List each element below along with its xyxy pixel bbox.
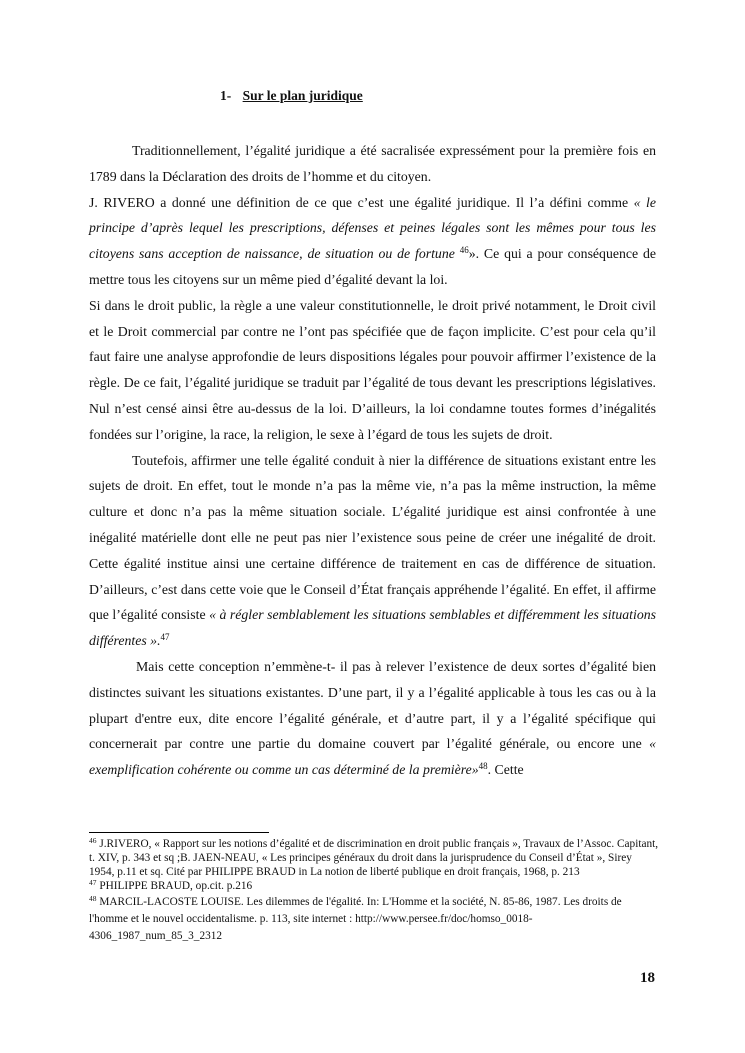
paragraph-5 — [89, 654, 656, 783]
footnote-number: 47 — [89, 877, 97, 887]
footnote-ref-47: 47 — [160, 632, 170, 643]
conseil-quote: « à régler semblablement les situations semblables et différemment les situations différentes ». — [89, 607, 656, 649]
footnote-number: 46 — [89, 836, 97, 845]
paragraph-5-end: . Cette — [487, 762, 524, 778]
paragraph-2-end: ». Ce qui a pour conséquence de mettre tous les citoyens sur un même pied d’égalité devant la loi. — [89, 246, 656, 287]
paragraph-3: Si dans le droit public, la règle a une valeur constitutionnelle, le droit privé notamment, le Droit civil et le Droit commercial par contre ne l’ont pas spécifiée que de façon implicite. C’est pour cela qu’il faut faire une analyse approfondie de leurs dispositions légales pour pouvoir affirmer l’existence de la règle. De ce fait, l’égalité juridique se traduit par l’égalité de tous devant les prescriptions législatives. Nul n’est censé ainsi être au-dessus de la loi. D’ailleurs, la loi condamne toutes formes d’inégalités fondées sur l’origine, la race, la religion, le sexe à l’égard de tous les sujets de droit. — [89, 297, 656, 442]
paragraph-4 — [89, 448, 656, 654]
paragraph-5-text: Mais cette conception n’emmène-t- il pas à relever l’existence de deux sortes d’égalité bien distinctes suivant les situations existantes. D’une part, il y a l’égalité applicable à tous les cas ou à la plupart d'entre eux, dite encore l’égalité générale, et d’autre part, il y a l’égalité spécifique qui concernerait par contre une partie du domaine couvert par l’égalité générale, ou encore une — [89, 658, 656, 752]
footnote-47 — [89, 877, 659, 894]
paragraph-2-text: J. RIVERO a donné une définition de ce que c’est une égalité juridique. Il l’a défini comme — [89, 194, 634, 210]
footnote-text: J.RIVERO, « Rapport sur les notions d’égalité et de discrimination en droit public français », Travaux de l’Assoc. Capitant, t. XIV, p. 343 et sq ;B. JAEN-NEAU, « Les principes généraux du droit dans la jurisprudence du Conseil d’État », Sirey 1954, p.11 et sq. Cité par PHILIPPE BRAUD in La notion de liberté publique en droit français, 1968, p. 213 — [89, 838, 659, 878]
body-text — [89, 138, 656, 783]
paragraph-2 — [89, 190, 656, 293]
section-number: 1- — [220, 88, 232, 103]
footnote-separator — [89, 832, 269, 833]
paragraph-4-text: Toutefois, affirmer une telle égalité conduit à nier la différence de situations existant entre les sujets de droit. En effet, tout le monde n’a pas la même vie, n’a pas la même instruction, la même culture et donc n’a pas la même situation sociale. L’égalité juridique est ainsi confrontée à une inégalité matérielle dont elle ne peut pas nier l’existence sous peine de créer une inégalité de droit. Cette égalité institue ainsi une certaine différence de traitement en cas de différence de situation. D’ailleurs, c’est dans cette voie que le Conseil d’État français appréhende l’égalité. En effet, il affirme que l’égalité consiste — [89, 452, 656, 623]
section-heading — [220, 88, 363, 104]
footnote-48 — [89, 894, 659, 945]
footnote-text: PHILIPPE BRAUD, op.cit. p.216 — [99, 879, 253, 892]
footnotes — [89, 838, 659, 945]
paragraph-1: Traditionnellement, l’égalité juridique a été sacralisée expressément pour la première fois en 1789 dans la Déclaration des droits de l’homme et du citoyen. — [89, 143, 656, 184]
rivero-quote: « le principe d’après lequel les prescriptions, défenses et peines légales sont les mêmes pour tous les citoyens sans acception de naissance, de situation ou de fortune — [89, 194, 656, 262]
footnote-ref-46: 46 — [459, 245, 469, 256]
footnote-ref-48: 48 — [478, 761, 488, 772]
page-number: 18 — [640, 970, 655, 986]
marcil-quote: « exemplification cohérente ou comme un cas déterminé de la première» — [89, 736, 656, 778]
footnote-number: 48 — [89, 893, 97, 903]
section-title: Sur le plan juridique — [242, 88, 363, 103]
footnote-text: MARCIL-LACOSTE LOUISE. Les dilemmes de l'égalité. In: L'Homme et la société, N. 85-86, 1987. Les droits de l'homme et le nouvel occidentalisme. p. 113, site internet : http://www.persee.fr/doc/homso_0018-4306_1987_num_85_3_2312 — [89, 895, 622, 942]
footnote-46 — [89, 838, 659, 880]
